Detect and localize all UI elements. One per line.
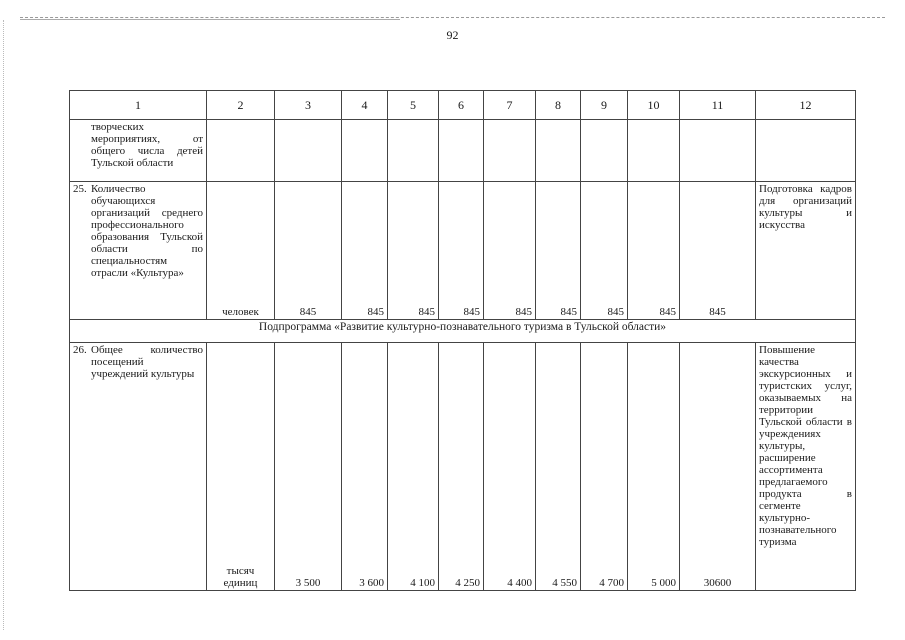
value-cell: 845: [628, 182, 680, 320]
value-cell: 4 100: [388, 343, 439, 591]
value-cell: [581, 120, 628, 182]
unit-cell: тысяч единиц: [207, 343, 275, 591]
subprogram-row: [70, 320, 856, 343]
result-cell: Подготовка кадров для организаций культуры и искусства: [756, 182, 856, 320]
scan-edge-marks: [3, 20, 6, 630]
indicator-table: [69, 90, 856, 591]
value-cell: 5 000: [628, 343, 680, 591]
value-cell: 4 700: [581, 343, 628, 591]
value-cell: 4 400: [484, 343, 536, 591]
column-header: 8: [536, 91, 581, 120]
value-cell: 30600: [680, 343, 756, 591]
table-row: [70, 343, 856, 591]
value-cell: 845: [275, 182, 342, 320]
column-header: 2: [207, 91, 275, 120]
column-header: 5: [388, 91, 439, 120]
column-header: 9: [581, 91, 628, 120]
value-cell: 845: [536, 182, 581, 320]
value-cell: [439, 120, 484, 182]
value-cell: [388, 120, 439, 182]
value-cell: [680, 120, 756, 182]
indicator-number: 25.: [73, 183, 87, 195]
value-cell: [628, 120, 680, 182]
column-header: 1: [70, 91, 207, 120]
value-cell: 845: [342, 182, 388, 320]
column-header: 4: [342, 91, 388, 120]
indicator-text: Общее количество посещений учреждений культуры: [91, 344, 203, 380]
column-header: 12: [756, 91, 856, 120]
value-cell: [536, 120, 581, 182]
column-header: 10: [628, 91, 680, 120]
unit-cell: человек: [207, 182, 275, 320]
page-number: 92: [446, 28, 459, 42]
value-cell: 845: [484, 182, 536, 320]
value-cell: [275, 120, 342, 182]
column-header: 3: [275, 91, 342, 120]
value-cell: 845: [388, 182, 439, 320]
unit-cell: [207, 120, 275, 182]
indicator-number: 26.: [73, 344, 87, 356]
result-cell: [756, 120, 856, 182]
value-cell: 845: [680, 182, 756, 320]
result-cell: Повышение качества экскурсионных и туристских услуг, оказываемых на территории Тульской области в учреждениях культуры, расширение ассортимента предлагаемого продукта в сегменте культурно-познавательного туризма: [756, 343, 856, 591]
value-cell: 3 600: [342, 343, 388, 591]
indicator-cell: [70, 120, 207, 182]
page-top-rule-secondary: [20, 19, 400, 20]
value-cell: [484, 120, 536, 182]
value-cell: 4 250: [439, 343, 484, 591]
value-cell: [342, 120, 388, 182]
value-cell: 845: [439, 182, 484, 320]
indicator-number: [73, 121, 91, 169]
table-header-row: [70, 91, 856, 120]
indicator-text: Количество обучающихся организаций среднего профессионального образования Тульской области по специальностям отрасли «Культура»: [91, 183, 203, 279]
table-row: [70, 120, 856, 182]
column-header: 6: [439, 91, 484, 120]
indicator-cell: [70, 343, 207, 591]
value-cell: 4 550: [536, 343, 581, 591]
value-cell: 3 500: [275, 343, 342, 591]
indicator-text: творческих мероприятиях, от общего числа детей Тульской области: [91, 121, 203, 169]
subprogram-title: Подпрограмма «Развитие культурно-познавательного туризма в Тульской области»: [70, 320, 856, 343]
value-cell: 845: [581, 182, 628, 320]
table-row: [70, 182, 856, 320]
column-header: 11: [680, 91, 756, 120]
column-header: 7: [484, 91, 536, 120]
indicator-cell: [70, 182, 207, 320]
page-top-rule: [20, 17, 885, 18]
